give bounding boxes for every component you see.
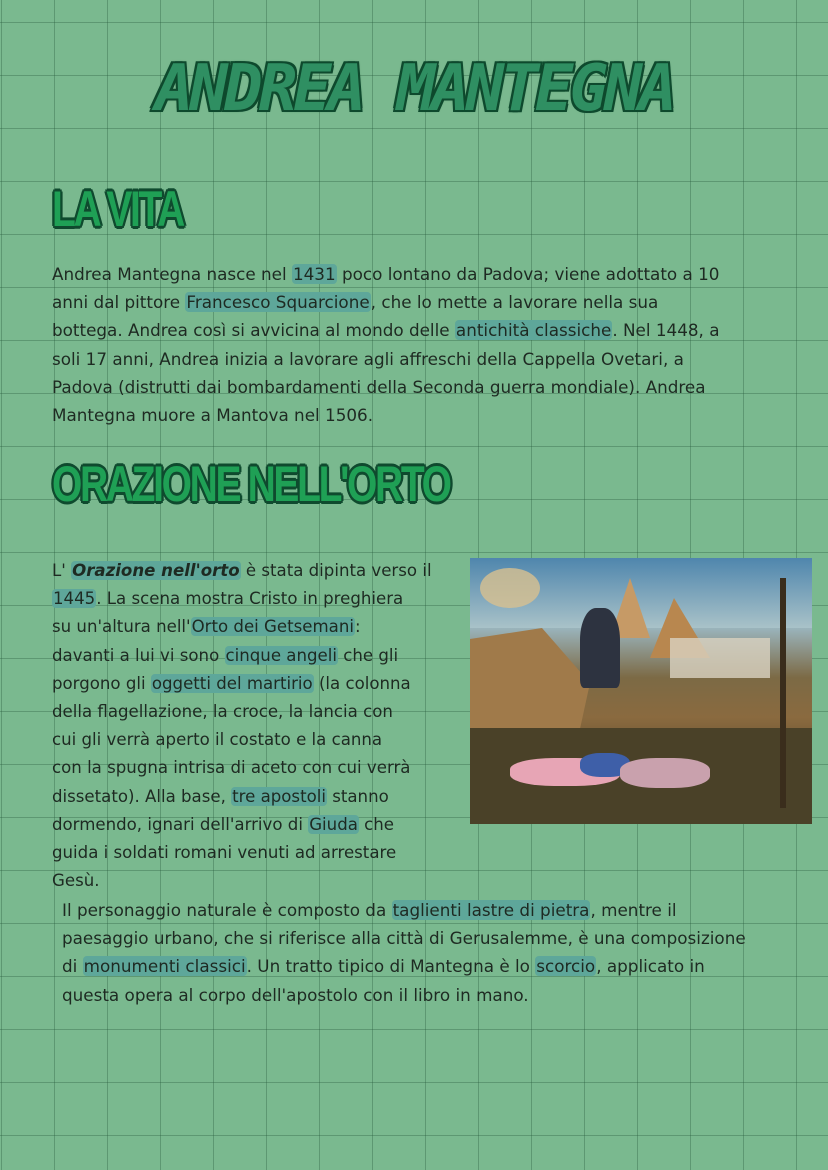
text-segment: , che lo mette a lavorare nella sua (370, 292, 659, 313)
text-line (52, 670, 432, 698)
paragraph-la-vita (52, 260, 720, 429)
highlighted-text: antichità classiche (455, 320, 612, 341)
text-line (52, 726, 432, 754)
text-line (52, 867, 432, 895)
text-line (52, 316, 720, 344)
text-segment: dormendo, ignari dell'arrivo di (52, 814, 309, 834)
text-line (52, 811, 432, 839)
highlighted-text: oggetti del martirio (151, 673, 313, 693)
text-segment: porgono gli (52, 673, 151, 693)
text-segment: Padova (distrutti dai bombardamenti della Seconda guerra mondiale). Andrea (52, 376, 706, 397)
page-title: ANDREA MANTEGNA (155, 52, 673, 126)
text-line (52, 613, 432, 641)
highlighted-text: cinque angeli (225, 645, 337, 665)
highlighted-text: scorcio (536, 956, 596, 977)
text-segment: con la spugna intrisa di aceto con cui verrà (52, 758, 411, 778)
text-line (52, 585, 432, 613)
text-segment: che gli (337, 645, 399, 665)
text-segment: Mantegna muore a Mantova nel 1506. (52, 404, 374, 425)
text-line (52, 345, 720, 373)
text-segment: è stata dipinta verso il (240, 561, 432, 580)
highlighted-text: tre apostoli (232, 786, 326, 806)
text-segment: guida i soldati romani venuti ad arrestare (52, 842, 397, 862)
text-segment: su un'altura nell' (52, 617, 191, 637)
text-line (52, 642, 432, 670)
highlighted-text: 1445 (53, 589, 96, 609)
text-segment: della flagellazione, la croce, la lancia con (52, 701, 393, 721)
text-line (52, 783, 432, 811)
text-segment: , mentre il (590, 900, 677, 920)
text-segment: L' (52, 561, 72, 580)
text-segment: dissetato). Alla base, (52, 786, 232, 806)
highlighted-text: taglienti lastre di pietra (392, 900, 590, 920)
text-line (62, 981, 746, 1009)
text-segment: poco lontano da Padova; viene adottato a 10 (336, 264, 720, 284)
text-segment: paesaggio urbano, che si riferisce alla città di Gerusalemme, è una composizione (62, 928, 746, 949)
text-segment: cui gli verrà aperto il costato e la canna (52, 730, 383, 750)
text-segment: : (354, 617, 361, 637)
painting-image-orazione-nellorto (470, 558, 812, 824)
text-segment: . Un tratto tipico di Mantegna è lo (246, 956, 536, 977)
highlighted-text: Giuda (309, 814, 358, 834)
paragraph-orazione-details (62, 896, 746, 1009)
highlighted-text: 1431 (292, 264, 336, 284)
text-segment: Il personaggio naturale è composto da (62, 900, 392, 920)
highlighted-text: Orazione nell'orto (72, 561, 240, 580)
text-line (62, 896, 746, 924)
text-line (52, 260, 720, 288)
highlighted-text: Francesco Squarcione (186, 292, 370, 313)
text-line (52, 288, 720, 316)
paragraph-orazione-description (52, 557, 432, 895)
section-heading-orazione: ORAZIONE NELL'ORTO (52, 456, 450, 512)
text-line (52, 373, 720, 401)
text-segment: davanti a lui vi sono (52, 645, 225, 665)
text-segment: bottega. Andrea così si avvicina al mondo delle (52, 320, 455, 341)
text-segment: soli 17 anni, Andrea inizia a lavorare agli affreschi della Cappella Ovetari, a (52, 348, 684, 369)
text-line (52, 839, 432, 867)
text-segment: , applicato in (596, 956, 705, 977)
text-segment: Andrea Mantegna nasce nel (52, 264, 292, 284)
text-segment: (la colonna (313, 673, 411, 693)
text-line (62, 952, 746, 980)
text-line (52, 401, 720, 429)
text-segment: di (62, 956, 83, 977)
text-line (62, 924, 746, 952)
text-line (52, 754, 432, 782)
text-segment: che (358, 814, 395, 834)
text-segment: . La scena mostra Cristo in preghiera (96, 589, 404, 609)
text-line (52, 698, 432, 726)
text-segment: stanno (326, 786, 389, 806)
text-segment: Gesù. (52, 871, 100, 891)
text-segment: anni dal pittore (52, 292, 186, 313)
highlighted-text: monumenti classici (83, 956, 246, 977)
text-segment: . Nel 1448, a (612, 320, 720, 341)
section-heading-la-vita: LA VITA (52, 181, 183, 237)
text-line (52, 557, 432, 585)
text-segment: questa opera al corpo dell'apostolo con il libro in mano. (62, 984, 529, 1005)
highlighted-text: Orto dei Getsemani (191, 617, 354, 637)
